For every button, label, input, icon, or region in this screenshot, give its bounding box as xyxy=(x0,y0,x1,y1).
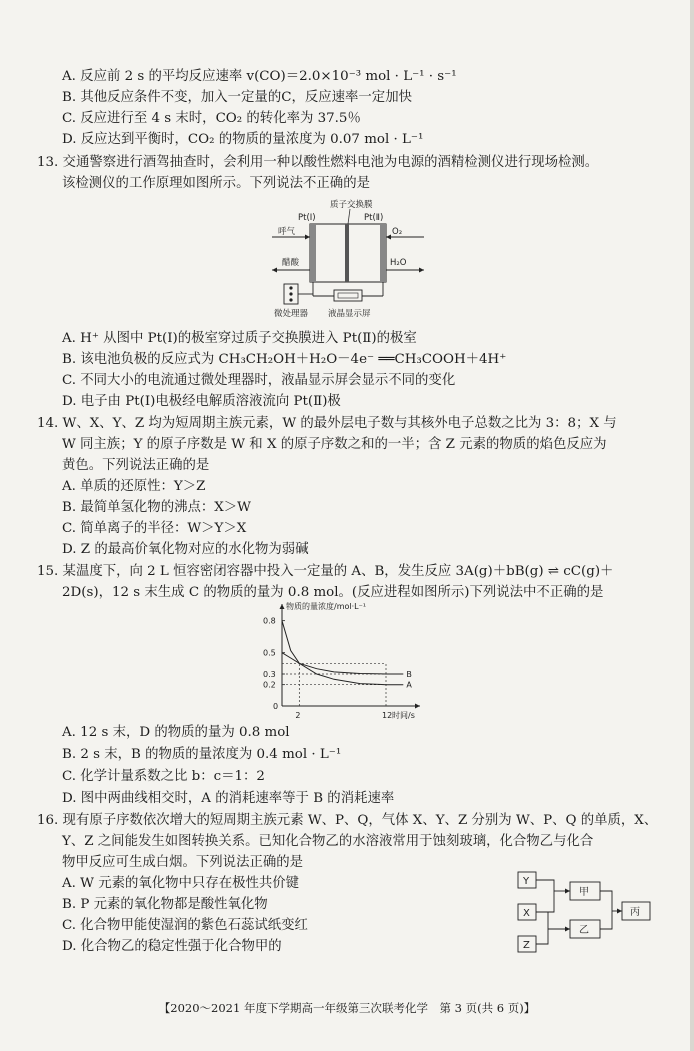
label-bing: 丙 xyxy=(630,907,640,918)
q16-option-b: B. P 元素的氧化物都是酸性氧化物 xyxy=(62,897,268,912)
scan-edge xyxy=(690,0,694,1051)
x-axis-label: 时间/s xyxy=(392,711,415,720)
q14-option-b: B. 最简单氢化物的沸点：X＞W xyxy=(62,500,251,515)
x-tick-label-0: 2 xyxy=(295,711,301,720)
q13-option-c: C. 不同大小的电流通过微处理器时，液晶显示屏会显示不同的变化 xyxy=(62,373,456,388)
x-tick-label-1: 12 xyxy=(382,711,393,720)
q13-stem-line1: 13. 交通警察进行酒驾抽查时，会利用一种以酸性燃料电池为电源的酒精检测仪进行现场检测。 xyxy=(37,155,599,170)
y-tick-label-3: 0.2 xyxy=(263,680,276,690)
q16-stem-line3: 物甲反应可生成白烟。下列说法正确的是 xyxy=(62,855,304,870)
q13-stem-line2: 该检测仪的工作原理如图所示。下列说法不正确的是 xyxy=(62,176,370,191)
q16-option-c: C. 化合物甲能使湿润的紫色石蕊试纸变红 xyxy=(62,918,308,933)
q13-option-d: D. 电子由 Pt(Ⅰ)电极经电解质溶液流向 Pt(Ⅱ)极 xyxy=(62,394,341,409)
page-footer: 【2020～2021 年度下学期高一年级第三次联考化学 第 3 页(共 6 页)】 xyxy=(158,1001,536,1015)
water-label: H₂O xyxy=(390,258,407,268)
q14-option-a: A. 单质的还原性：Y＞Z xyxy=(62,479,206,494)
origin-label: 0 xyxy=(273,702,279,711)
label-jia: 甲 xyxy=(579,887,589,898)
display-label: 液晶显示屏 xyxy=(328,309,371,318)
electrode-pt2 xyxy=(380,224,386,282)
series-label-B: B xyxy=(406,670,412,679)
electrode-pt1 xyxy=(310,224,316,282)
q15-option-a: A. 12 s 末，D 的物质的量为 0.8 mol xyxy=(62,725,290,740)
membrane-label: 质子交换膜 xyxy=(330,200,373,210)
processor-label: 微处理器 xyxy=(274,309,309,318)
label-x: X xyxy=(523,908,530,919)
y-tick-label-2: 0.3 xyxy=(263,670,276,679)
concentration-time-chart xyxy=(258,600,428,722)
q15-option-c: C. 化学计量系数之比 b：c＝1：2 xyxy=(62,769,265,784)
q16-option-d: D. 化合物乙的稳定性强于化合物甲的 xyxy=(62,939,282,954)
fuel-cell-diagram xyxy=(268,198,428,318)
label-y: Y xyxy=(523,876,530,887)
q16-option-a: A. W 元素的氧化物中只存在极性共价键 xyxy=(62,876,300,891)
q14-stem-line2: W 同主族；Y 的原子序数是 W 和 X 的原子序数之和的一半；含 Z 元素的物质的焰色反应为 xyxy=(62,437,607,452)
label-yi: 乙 xyxy=(579,925,589,936)
series-line-A xyxy=(282,621,403,685)
q16-stem-line1: 16. 现有原子序数依次增大的短周期主族元素 W、P、Q，气体 X、Y、Z 分别为 W、P、Q 的单质，X、 xyxy=(37,813,658,828)
acetic-acid-label: 醋酸 xyxy=(282,258,300,268)
q14-option-c: C. 简单离子的半径：W＞Y＞X xyxy=(62,521,247,536)
y-axis-arrow xyxy=(280,604,285,609)
series-label-A: A xyxy=(406,680,412,690)
y-tick-label-0: 0.8 xyxy=(263,616,276,626)
conversion-diagram xyxy=(514,868,654,958)
q12-option-d: D. 反应达到平衡时，CO₂ 的物质的量浓度为 0.07 mol · L⁻¹ xyxy=(62,132,424,147)
q14-option-d: D. Z 的最高价氧化物对应的水化物为弱碱 xyxy=(62,542,309,557)
q15-option-d: D. 图中两曲线相交时，A 的消耗速率等于 B 的消耗速率 xyxy=(62,791,395,806)
pt2-label: Pt(Ⅱ) xyxy=(364,213,384,223)
o2-label: O₂ xyxy=(392,227,403,237)
label-z: Z xyxy=(523,940,530,951)
x-axis-arrow xyxy=(415,704,420,709)
y-tick-label-1: 0.5 xyxy=(263,648,276,658)
proton-membrane xyxy=(345,224,349,282)
q14-stem-line3: 黄色。下列说法正确的是 xyxy=(62,458,210,473)
q15-stem-line1: 15. 某温度下，向 2 L 恒容密闭容器中投入一定量的 A、B，发生反应 3A(g)＋bB(g) ⇌ cC(g)＋ xyxy=(37,564,614,579)
q12-option-b: B. 其他反应条件不变，加入一定量的C，反应速率一定加快 xyxy=(62,90,412,105)
y-axis-label: 物质的量浓度/mol·L⁻¹ xyxy=(286,602,367,611)
q13-option-b: B. 该电池负极的反应式为 CH₃CH₂OH＋H₂O－4e⁻ ══CH₃COOH＋4H⁺ xyxy=(62,352,507,367)
q12-option-a: A. 反应前 2 s 的平均反应速率 v(CO)＝2.0×10⁻³ mol · L⁻¹ · s⁻¹ xyxy=(62,69,457,84)
q15-option-b: B. 2 s 末，B 的物质的量浓度为 0.4 mol · L⁻¹ xyxy=(62,747,342,762)
q12-option-c: C. 反应进行至 4 s 末时，CO₂ 的转化率为 37.5％ xyxy=(62,111,361,126)
breath-label: 呼气 xyxy=(278,227,296,237)
q13-option-a: A. H⁺ 从图中 Pt(Ⅰ)的极室穿过质子交换膜进入 Pt(Ⅱ)的极室 xyxy=(62,331,417,346)
q16-stem-line2: Y、Z 之间能发生如图转换关系。已知化合物乙的水溶液常用于蚀刻玻璃，化合物乙与化合 xyxy=(62,834,594,849)
q14-stem-line1: 14. W、X、Y、Z 均为短周期主族元素，W 的最外层电子数与其核外电子总数之比为 3：8；X 与 xyxy=(37,416,617,431)
q15-stem-line2: 2D(s)，12 s 末生成 C 的物质的量为 0.8 mol。(反应进程如图所示)下列说法中不正确的是 xyxy=(62,585,604,600)
pt1-label: Pt(Ⅰ) xyxy=(298,213,316,223)
